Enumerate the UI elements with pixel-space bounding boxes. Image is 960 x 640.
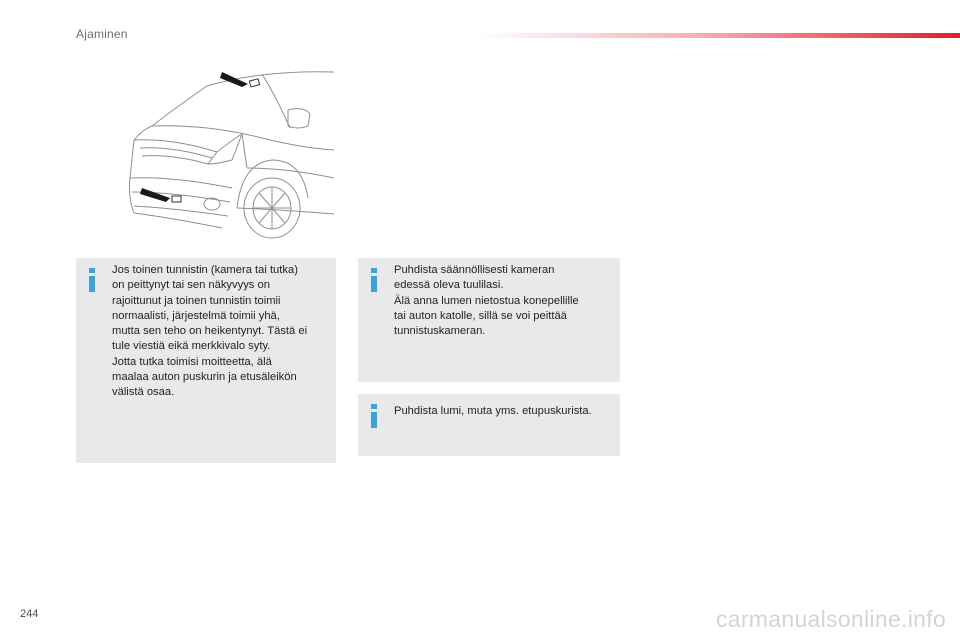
- info-note-clean-windscreen: [358, 258, 620, 382]
- bumper-radar-arrow: [140, 188, 170, 202]
- info-icon: [86, 268, 98, 292]
- note-text: Jos toinen tunnistin (kamera tai tutka) on peittynyt tai sen näkyvyys on rajoittunut ja toinen tunnistin toimii normaalisti, järjestelmä toimii yhä, mutta sen teho on heikentynyt. Tästä ei tule viestiä eikä merkkivalo syty. Jotta tutka toimisi moitteetta, älä maalaa auton puskurin ja etusäleikön välistä osaa.: [112, 264, 308, 399]
- info-icon: [368, 404, 380, 428]
- header-accent-bar: [478, 33, 960, 38]
- note-text: Puhdista säännöllisesti kameran edessä oleva tuulilasi. Älä anna lumen nietostua konepellille tai auton katolle, sillä se voi peittää tunnistuskameran.: [394, 264, 579, 338]
- info-note-sensor-obstruction: [76, 258, 336, 463]
- info-note-clean-bumper: [358, 394, 620, 456]
- watermark-text: carmanualsonline.info: [715, 606, 946, 632]
- page-section-title: Ajaminen: [76, 27, 128, 41]
- page-number: 244: [20, 608, 39, 620]
- windscreen-camera-arrow: [220, 72, 248, 87]
- van-front-illustration: [112, 68, 338, 242]
- info-icon: [368, 268, 380, 292]
- note-text: Puhdista lumi, muta yms. etupuskurista.: [394, 405, 592, 417]
